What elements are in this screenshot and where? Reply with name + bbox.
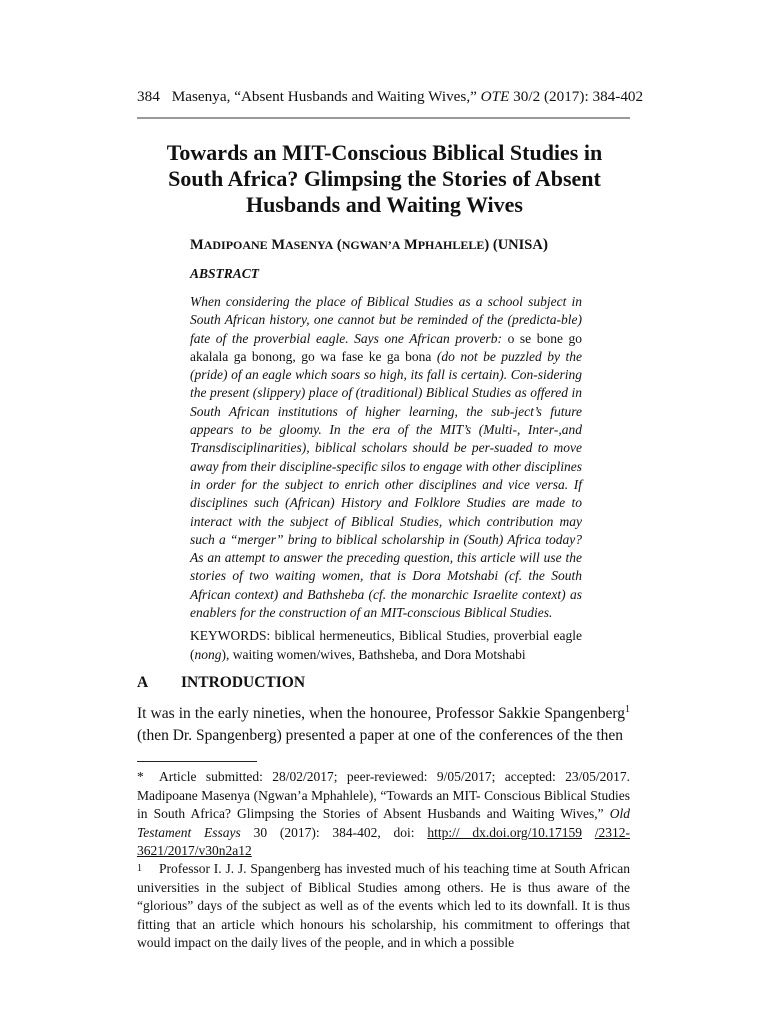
header-rule — [137, 117, 630, 119]
footnote-star-text-1: Article submitted: 28/02/2017; peer-reviewed: 9/05/2017; accepted: 23/05/2017. Madipoane Masenya (Ngwan’a Mphahlele), “Towards an MIT- Conscious Biblical Studies in South Africa? Glimpsing the Stories of Absent Husbands and Waiting Wives,” — [137, 769, 630, 821]
author-alt-rest: PHAHLELE — [417, 238, 485, 252]
author-line — [190, 236, 630, 254]
author-first-initial: M — [190, 237, 204, 253]
author-alt-name: NGWAN’A — [341, 238, 401, 252]
page-number: 384 — [137, 88, 160, 105]
author-affiliation-close: ) — [542, 236, 548, 253]
article-title — [137, 140, 632, 218]
section-title: INTRODUCTION — [181, 674, 306, 691]
abstract-body — [190, 293, 582, 622]
author-last-initial: M — [271, 237, 286, 253]
abstract-text-2: (do not be puzzled by the (pride) of an eagle which soars so high, its fall is certain). Con-sidering the present (slippery) place of (traditional) Biblical Studies as offered in South African institutions of higher learning, the sub-ject’s future appears to be gloomy. In the era of the MIT’s (Multi-, Inter-,and Transdisciplinarities), biblical scholars should be per-suaded to move away from their discipline-specific silos to engage with other disciplines in order for the subject to enrich other disciplines and vice versa. If disciplines such (African) History and Folklore Studies are made to interact with the subject of Biblical Studies, which contribution may such a “merger” bring to biblical scholarship in (South) Africa today? As an attempt to answer the preceding question, this article will use the stories of two waiting women, that is Dora Motshabi (cf. the South African context) and Bathsheba (cf. the monarchic Israelite context) as enablers for the construction of an MIT-conscious Biblical Studies. — [190, 348, 582, 621]
author-paren-open: ( — [336, 237, 342, 253]
title-line-2: South Africa? Glimpsing the Stories of Absent — [168, 166, 601, 191]
author-paren-close: ) — [484, 237, 493, 253]
footnote-1 — [137, 860, 630, 953]
author-affiliation: (UNISA — [492, 237, 543, 253]
body-text-2: (then Dr. Spangenberg) presented a paper at one of the conferences of the then — [137, 727, 624, 744]
abstract-heading: ABSTRACT — [190, 266, 260, 281]
footnote-star-journal: Old Testament Essays — [137, 806, 630, 840]
footnote-1-text: Professor I. J. J. Spangenberg has invested much of his teaching time at South African universities in the subject of Biblical Studies among others. He is thus aware of the “glorious” days of the subject as well as of the events which led to its downfall. It is thus fitting that an article which honours his scholarship, his commitment to offerings that would impact on the daily lives of the people, and in which a possible — [137, 861, 630, 950]
footnote-ref-1[interactable]: 1 — [625, 703, 630, 715]
footnote-1-mark: 1 — [137, 863, 142, 874]
keywords-text-1: biblical hermeneutics, Biblical Studies, proverbial eagle ( — [190, 628, 582, 662]
keywords-text-2: ), waiting women/wives, Bathsheba, and Dora Motshabi — [221, 647, 526, 662]
footnote-star — [137, 768, 630, 861]
body-paragraph — [137, 703, 630, 747]
title-line-1: Towards an MIT-Conscious Biblical Studies in — [166, 140, 603, 165]
keywords-label: KEYWORDS: — [190, 628, 271, 643]
body-text-1: It was in the early nineties, when the honouree, Professor Sakkie Spangenberg — [137, 705, 625, 722]
running-head-issue: 30/2 (2017): 384-402 — [509, 88, 644, 105]
footnote-rule — [137, 761, 257, 762]
footnote-star-text-2: 30 (2017): 384-402, doi: — [240, 824, 428, 840]
keywords — [190, 626, 582, 664]
abstract-text-1: When considering the place of Biblical Studies as a school subject in South African history, one cannot but be reminded of the (predicta-ble) fate of the proverbial eagle. Says one African proverb: — [190, 294, 582, 346]
running-head-journal: OTE — [480, 88, 510, 105]
footnote-star-mark: * — [137, 769, 144, 784]
author-last-rest: ASENYA — [285, 238, 334, 252]
abstract-proverb: o se bone go akalala ga bonong, go wa fase ke ga bona — [190, 330, 582, 364]
title-line-3: Husbands and Waiting Wives — [246, 192, 523, 217]
section-heading — [137, 674, 305, 692]
doi-link-part-2[interactable]: /2312-3621/2017/v30n2a12 — [137, 824, 631, 858]
keywords-italic: nong — [194, 647, 222, 662]
author-alt-initial: M — [404, 237, 418, 253]
running-head — [137, 88, 644, 106]
doi-link-part-1[interactable]: http:// dx.doi.org/10.17159 — [427, 824, 582, 840]
running-head-citation: Masenya, “Absent Husbands and Waiting Wives,” — [171, 88, 481, 105]
section-letter: A — [137, 674, 149, 691]
author-first-rest: ADIPOANE — [203, 238, 268, 252]
